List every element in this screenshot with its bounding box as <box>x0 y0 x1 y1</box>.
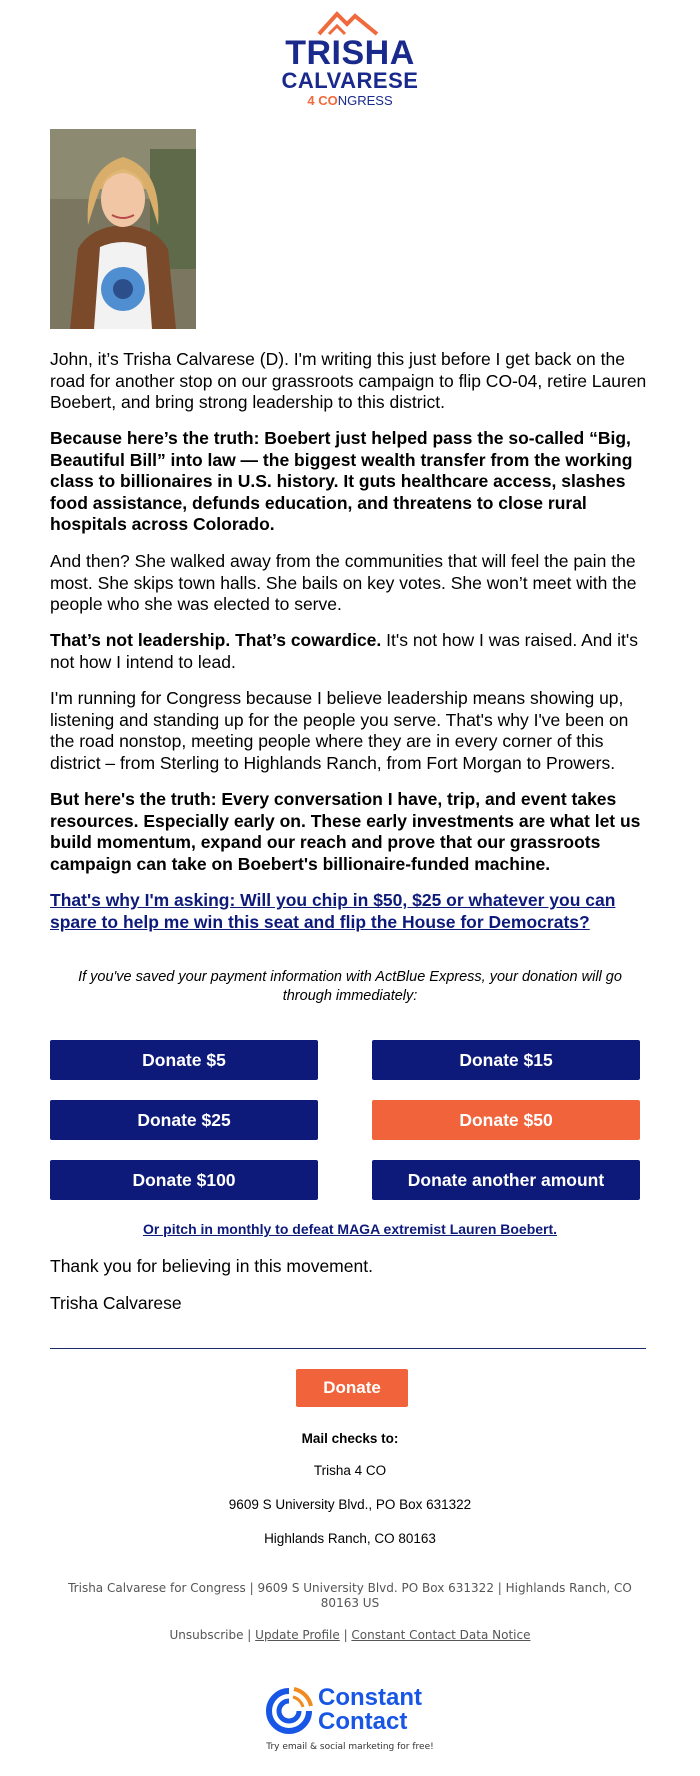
cowardice-paragraph: That’s not leadership. That’s cowardice. It's not how I was raised. And it's not how I intend to lead. <box>50 630 638 672</box>
ask-link[interactable]: That's why I'm asking: Will you chip in $50, $25 or whatever you can spare to help me win this seat and flip the House for Democrats? <box>50 890 616 932</box>
footer-links: Unsubscribe | Update Profile | Constant Contact Data Notice <box>169 1628 531 1642</box>
constant-contact-tagline[interactable]: Try email & social marketing for free! <box>266 1742 434 1752</box>
campaign-logo[interactable] <box>0 8 700 110</box>
walked-away-paragraph: And then? She walked away from the communities that will feel the pain the most. She skips town halls. She bails on key votes. She won’t meet with the people who she was elected to serve. <box>50 551 637 614</box>
mail-line-1: Trisha 4 CO <box>313 1463 387 1478</box>
mail-line-2: 9609 S University Blvd., PO Box 631322 <box>228 1497 472 1512</box>
donate-5-button[interactable]: Donate $5 <box>50 1040 318 1080</box>
donate-100-button[interactable]: Donate $100 <box>50 1160 318 1200</box>
intro-paragraph: John, it’s Trisha Calvarese (D). I'm writing this just before I get back on the road for another stop on our grassroots campaign to flip CO-04, retire Lauren Boebert, and bring strong leadership to this district. <box>50 349 647 412</box>
monthly-donation-link[interactable]: Or pitch in monthly to defeat MAGA extremist Lauren Boebert. <box>142 1221 558 1237</box>
donate-15-button[interactable]: Donate $15 <box>372 1040 640 1080</box>
truth-paragraph: Because here’s the truth: Boebert just helped pass the so-called “Big, Beautiful Bill” into law — the biggest wealth transfer from the working class to billionaires in U.S. history. It guts healthcare access, slashes food assistance, defunds education, and threatens to close rural hospitals across Colorado. <box>50 428 633 534</box>
donate-50-button[interactable]: Donate $50 <box>372 1100 640 1140</box>
candidate-photo <box>50 129 196 329</box>
donate-25-button[interactable]: Donate $25 <box>50 1100 318 1140</box>
divider <box>50 1348 646 1349</box>
update-profile-link[interactable]: Update Profile <box>255 1628 340 1642</box>
mail-heading: Mail checks to: <box>301 1431 399 1446</box>
footer-address: Trisha Calvarese for Congress | 9609 S University Blvd. PO Box 631322 | Highlands Ranch, CO 80163 US <box>68 1581 632 1610</box>
logo-tagline: 4 CONGRESS <box>307 93 393 108</box>
logo-name-last: CALVARESE <box>281 68 419 93</box>
thanks-text: Thank you for believing in this movement. <box>50 1256 373 1276</box>
constant-contact-icon[interactable] <box>264 1686 314 1736</box>
running-paragraph: I'm running for Congress because I believe leadership means showing up, listening and standing up for the people you serve. That's why I've been on the road nonstop, meeting people where they are in every corner of this district – from Sterling to Highlands Ranch, from Fort Morgan to Prowers. <box>50 688 629 773</box>
data-notice-link[interactable]: Constant Contact Data Notice <box>351 1628 531 1642</box>
resources-paragraph: But here's the truth: Every conversation I have, trip, and event takes resources. Especially early on. These early investments are what let us build momentum, expand our reach and prove that our grassroots campaign can take on Boebert's billionaire-funded machine. <box>50 789 641 874</box>
donate-other-amount-button[interactable]: Donate another amount <box>372 1160 640 1200</box>
actblue-express-note: If you've saved your payment information with ActBlue Express, your donation will go through immediately: <box>78 969 622 1004</box>
constant-contact-wordmark[interactable]: Constant Contact <box>318 1684 422 1735</box>
signature: Trisha Calvarese <box>50 1293 182 1313</box>
mail-line-3: Highlands Ranch, CO 80163 <box>264 1531 436 1546</box>
logo-name-first: TRISHA <box>285 34 415 72</box>
unsubscribe-link[interactable]: Unsubscribe <box>169 1628 244 1642</box>
donate-button[interactable]: Donate <box>296 1369 408 1407</box>
